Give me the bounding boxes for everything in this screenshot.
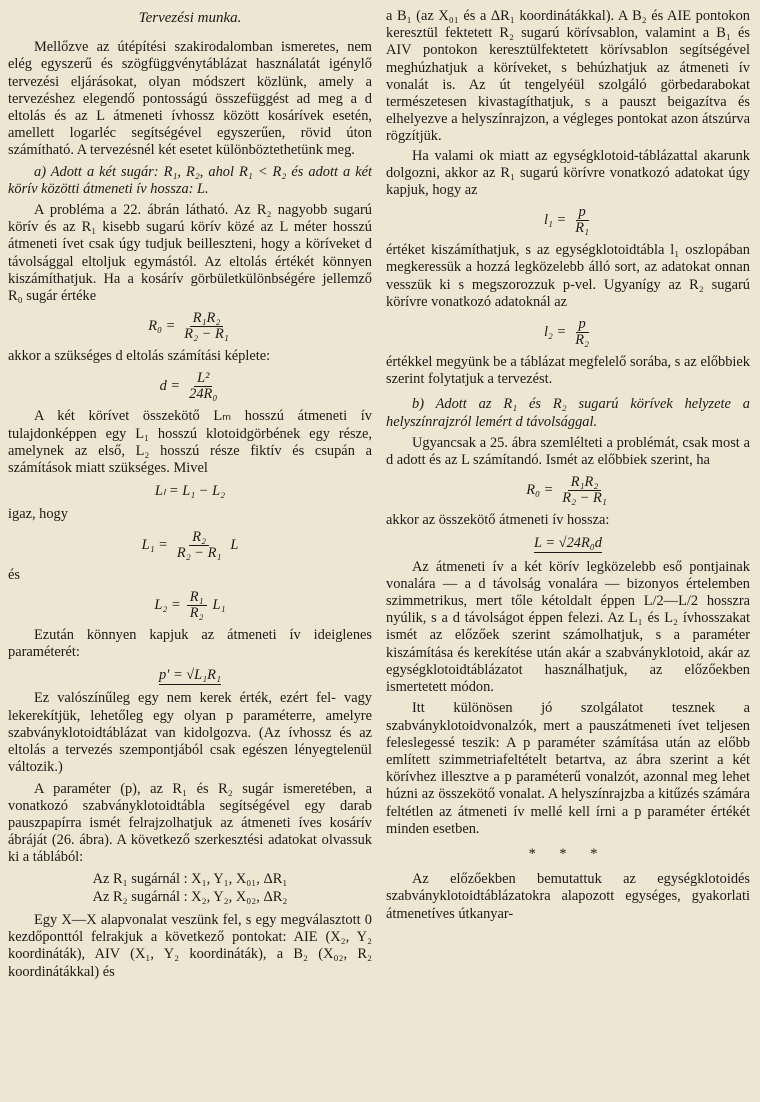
formula-l1: L₁ = $\frac{\text{R₂}}{\text{R₂ − R₁}}$ L (141, 528, 239, 561)
paragraph: A probléma a 22. ábrán látható. Az R₂ nagyobb sugarú körív és az R₁ kisebb sugarú körív közé az L méter hosszú átmeneti ívet csak úgy tudjuk beilleszteni, hogy a köríveket d távolsággal eltoljuk egymástól. Az eltolás értékét könnyen kiszámíthatjuk. Ha a kosárív görbületkülönbségére jellemző R₀ sugár értéke (8, 202, 372, 305)
paragraph: Ha valami ok miatt az egységklotoid-táblázattal akarunk dolgozni, akkor az R₁ sugarú körívre vonatkozó adatokat úgy kapjuk, hogy az (386, 147, 750, 199)
paragraph: a B₁ (az X₀₁ és a ΔR₁ koordinátákkal). A B₂ és AIE pontokon keresztül fektetett R₂ sugarú körívsablon, valamint a B₁ és AIV pontokon keresztülfektetett körívsablon segítségével meghúzhatjuk a köríveket, s behúzhatjuk az átmeneti ív vonalát is. Az út tengelyéül szolgáló görbedarabokat természetesen kivastagíthatjuk, s a pauszt beigazítva és elhelyezve a helyszínrajzon, a végleges pontokat azon átszúrva rögzítjük. (386, 8, 750, 145)
formula-r0: R₀ = $\frac{\text{R₁R₂}}{\text{R₂ − R₁}}$ (8, 311, 372, 342)
paragraph: értéket kiszámíthatjuk, s az egységklotoidtábla l₁ oszlopában megkeressük a hozzá legközelebb álló sort, az adatokat onnan vesszük ki s megszorozzuk p-vel. Ugyanígy az R₂ sugarú körívre vonatkozó adatoknál az (386, 242, 750, 310)
formula-numerator: R₁ (187, 590, 207, 606)
paragraph: Itt különösen jó szolgálatot tesznek a szabványklotoidvonalzók, mert a pauszátmeneti ívet teljesen feleslegessé teszik: A p paraméter számítása után az előbb említett szimmetriafeltételt betartva, az ábra szerint a két körívhez illesztve a p paraméterű vonalzót, azonnal meg lehet húzni az összekötő vonalat. A helyszínrajzba a kitűzés számára feltétlen az átmeneti ív mellé kell írni a p paraméter értékét minden esetben. (386, 700, 750, 837)
formula-numerator: R₂ (189, 530, 209, 546)
formula-numerator: L² (194, 371, 212, 387)
formula-l: Lₗ = L₁ − L₂ (154, 483, 226, 500)
formula-l1-unit: l₁ = $\frac{p}{\text{R₁}}$ (386, 205, 750, 236)
paragraph: Az előzőekben bemutattuk az egységklotoidés szabványklotoidtáblázatokra alapozott egységes, gyakorlati átmenetíves útkanyar- (386, 871, 750, 922)
paragraph: akkor az összekötő átmeneti ív hossza: (386, 512, 610, 529)
data-row-r2: Az R₂ sugárnál : X₂, Y₂, X₀₂, ΔR₂ (92, 888, 288, 905)
formula-l2-unit: l₂ = $\frac{p}{\text{R₂}}$ (386, 317, 750, 348)
formula-numerator: p (576, 205, 589, 221)
paragraph: A két körívet összekötő Lₘ hosszú átmeneti ív tulajdonképpen egy L₁ hosszú klotoidgörbének egy része, amelynek az első, L₂ hosszú része fiktív és csupán a számítások miatt szükséges. Mivel (8, 408, 372, 477)
left-column (8, 8, 372, 1102)
formula-l2: L₂ = $\frac{\text{R₁}}{\text{R₂}}$ L₁ (154, 588, 226, 621)
formula-denominator: R₁ (575, 220, 590, 237)
paragraph: Mellőzve az útépítési szakirodalomban ismeretes, nem elég egyszerű és szögfüggvénytáblázat használatát igénylő tervezési eljárásokat, olyan módszert közlünk, amely a tervezéshez elegendő pontosságú összefüggést ad meg a d eltolás és az L átmeneti ívhossz között kosárívek esetén, amellett logarléc segítségével egyszerűen, rövid úton számítható. A tervezésnél két esetet különböztethetünk meg. (8, 39, 372, 159)
formula-p-prime: p′ = √L₁R₁ (159, 667, 221, 684)
formula-numerator: R₁R₂ (190, 311, 224, 327)
paragraph: Ez valószínűleg egy nem kerek érték, ezért fel- vagy lekerekítjük, lehetőleg egy olyan p paraméterre, amelyre szabványklotoidtáblázat van kidolgozva. (Az ívhossz és az eltolás a tervezés szempontjából csak egészen lényegtelenül változik.) (8, 690, 372, 776)
formula-numerator: R₁R₂ (568, 475, 602, 491)
formula-l-length: L = √24R₀d (534, 535, 602, 552)
paragraph: értékkel megyünk be a táblázat megfelelő sorába, s az előbbiek szerint folytatjuk a tervezést. (386, 354, 750, 388)
formula-numerator: p (576, 317, 589, 333)
formula-denominator: R₂ − R₁ (176, 544, 222, 561)
paragraph: akkor a szükséges d eltolás számítási képlete: (8, 348, 271, 365)
formula-r0-b: R₀ = $\frac{\text{R₁R₂}}{\text{R₂ − R₁}}$ (386, 475, 750, 506)
right-column (386, 8, 750, 1102)
section-separator: * * * (528, 845, 608, 862)
section-title: Tervezési munka. (138, 10, 242, 26)
formula-denominator: R₂ − R₁ (562, 490, 607, 507)
formula-denominator: R₂ (575, 332, 590, 349)
case-a-heading: a) Adott a két sugár: R₁, R₂, ahol R₁ < R₂ és adott a két körív közötti átmeneti ív hossza: L. (8, 163, 372, 197)
formula-denominator: R₂ − R₁ (184, 326, 229, 343)
paragraph: A paraméter (p), az R₁ és R₂ sugár ismeretében, a vonatkozó szabványklotoidtábla segítségével egy darab pauszpapírra ismét felrajzolhatjuk az átmeneti íves kosárív ábráját (26. ábra). A következő szerkesztési adatokat olvassuk ki a táblából: (8, 780, 372, 866)
formula-denominator: 24R₀ (189, 386, 218, 403)
paragraph: Az átmeneti ív a két körív legközelebb eső pontjainak vonalára — a d távolság vonalára — bizonyos értelemben szimmetrikus, mert tőle kétoldalt éppen L/2—L/2 hosszra nyúlik, s a d távolságot éppen felezi. Az L₁ és L₂ ívhosszakat ismét az előzőek szerint számolhatjuk, s a paraméter kiszámítása és kerekítése után akár a szabványklotoid, akár az egységklotoidtáblázatot használhatjuk, az előzőekben ismertetett módon. (386, 558, 750, 696)
data-row-r1: Az R₁ sugárnál : X₁, Y₁, X₀₁, ΔR₁ (92, 870, 288, 887)
case-b-heading: b) Adott az R₁ és R₂ sugarú körívek helyzete a helyszínrajzról lemért d távolsággal. (386, 396, 750, 430)
paragraph: és (8, 566, 20, 583)
formula-denominator: R₂ (189, 604, 204, 621)
paragraph: Ezután könnyen kapjuk az átmeneti ív ideiglenes paraméterét: (8, 626, 372, 661)
paragraph: Ugyancsak a 25. ábra szemlélteti a problémát, csak most a d adott és az L számítandó. Ismét az előbbiek szerint, ha (386, 434, 750, 469)
paragraph: igaz, hogy (8, 506, 68, 523)
paragraph: Egy X—X alapvonalat veszünk fel, s egy megválasztott 0 kezdőponttól felrakjuk a következő pontokat: AIE (X₂, Y₂ koordináták), AIV (X₁, Y₂ koordináták), a B₂ (X₀₂, R₂ koordinátákkal) és (8, 911, 372, 980)
formula-d: d = $\frac{\text{L²}}{\text{24R₀}}$ (8, 371, 372, 402)
